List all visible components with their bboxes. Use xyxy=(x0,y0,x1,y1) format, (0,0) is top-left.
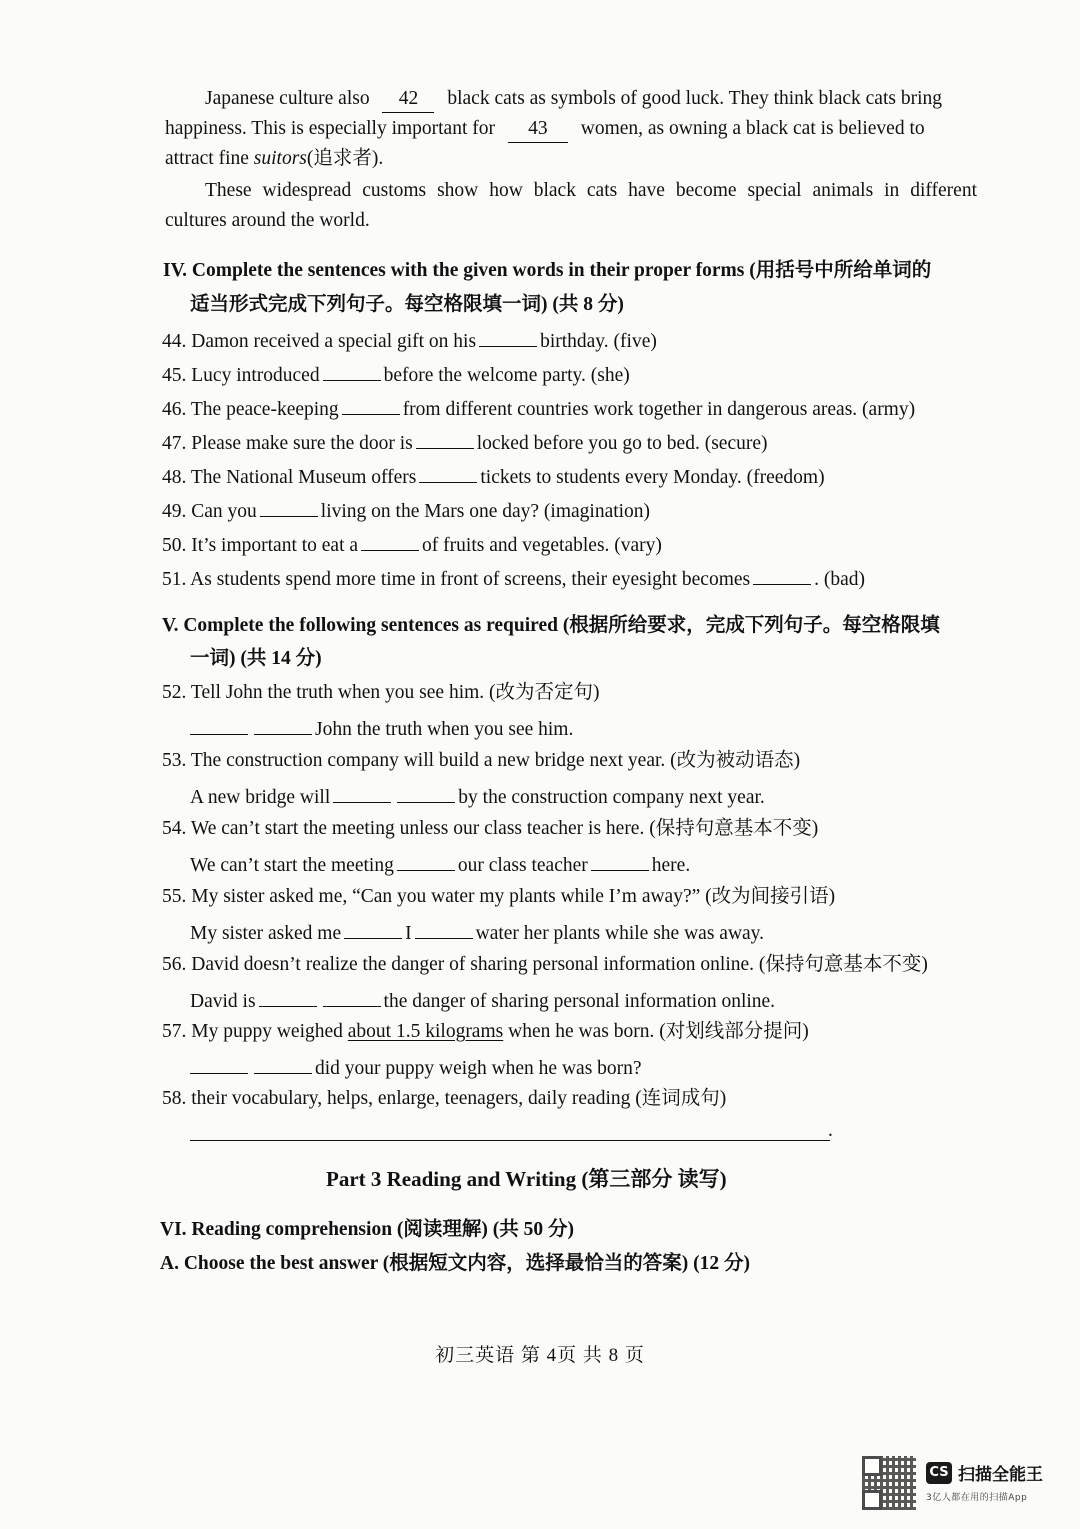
section-5-heading-cont: 一词) (共 14 分) xyxy=(190,648,322,669)
answer-blank[interactable] xyxy=(254,1053,312,1074)
answer-blank[interactable] xyxy=(397,850,455,871)
answer-text: David is xyxy=(190,991,256,1012)
answer-blank[interactable] xyxy=(259,986,317,1007)
question-44 xyxy=(162,326,657,355)
question-text: 46. The peace-keeping xyxy=(162,399,339,420)
answer-blank[interactable] xyxy=(419,462,477,483)
question-text: 57. My puppy weighed xyxy=(162,1021,343,1042)
passage-line-4 xyxy=(205,178,977,204)
answer-line-period: . xyxy=(828,1120,833,1141)
passage-text: black cats as symbols of good luck. They think black cats bring xyxy=(447,88,942,109)
question-text: . (bad) xyxy=(814,569,866,590)
section-4-heading: IV. Complete the sentences with the given words in their proper forms (用括号中所给单词的 xyxy=(163,260,932,281)
question-54-answer xyxy=(190,850,690,879)
answer-text: A new bridge will xyxy=(190,787,331,808)
answer-text: here. xyxy=(651,855,691,876)
scanner-app-badge xyxy=(862,1456,1062,1510)
answer-text: I xyxy=(405,923,412,944)
blank-42[interactable]: 42 xyxy=(382,86,434,113)
question-text: 49. Can you xyxy=(162,501,257,522)
answer-text: My sister asked me xyxy=(190,923,342,944)
question-text: living on the Mars one day? (imagination) xyxy=(320,501,651,522)
question-text: birthday. (five) xyxy=(540,331,657,352)
answer-blank[interactable] xyxy=(260,496,318,517)
question-text: 44. Damon received a special gift on his xyxy=(162,331,477,352)
answer-blank[interactable] xyxy=(415,918,473,939)
question-55: 55. My sister asked me, “Can you water my plants while I’m away?” (改为间接引语) xyxy=(162,886,836,907)
passage-text: (追求者). xyxy=(306,148,384,169)
passage-line-5 xyxy=(165,208,370,234)
answer-text: by the construction company next year. xyxy=(458,787,765,808)
answer-blank[interactable] xyxy=(397,782,455,803)
answer-blank[interactable] xyxy=(190,714,248,735)
question-50 xyxy=(162,530,662,559)
section-6a-heading: A. Choose the best answer (根据短文内容，选择最恰当的答案) (12 分) xyxy=(160,1253,751,1274)
question-55-answer xyxy=(190,918,764,947)
question-text: locked before you go to bed. (secure) xyxy=(476,433,768,454)
underlined-phrase: about 1.5 kilograms xyxy=(347,1021,504,1042)
question-53-answer xyxy=(190,782,765,811)
qr-code-icon xyxy=(862,1456,916,1510)
passage-italic-word: suitors xyxy=(253,148,307,169)
scanner-app-name: 扫描全能王 xyxy=(958,1465,1043,1485)
answer-blank[interactable] xyxy=(416,428,474,449)
passage-line-1 xyxy=(205,86,942,113)
question-text: when he was born. (对划线部分提问) xyxy=(508,1021,809,1042)
answer-blank[interactable] xyxy=(344,918,402,939)
question-56: 56. David doesn’t realize the danger of sharing personal information online. (保持句意基本不变) xyxy=(162,954,928,975)
answer-blank[interactable] xyxy=(254,714,312,735)
answer-text: did your puppy weigh when he was born? xyxy=(315,1058,642,1079)
question-53: 53. The construction company will build a new bridge next year. (改为被动语态) xyxy=(162,750,801,771)
answer-text: our class teacher xyxy=(457,855,588,876)
section-4-heading-cont: 适当形式完成下列句子。每空格限填一词) (共 8 分) xyxy=(190,294,624,315)
section-5-heading: V. Complete the following sentences as required (根据所给要求，完成下列句子。每空格限填 xyxy=(162,615,940,636)
passage-line-2 xyxy=(165,116,925,143)
question-52-answer xyxy=(190,714,573,743)
answer-blank[interactable] xyxy=(342,394,400,415)
passage-line-3 xyxy=(165,146,383,172)
answer-text: the danger of sharing personal information online. xyxy=(383,991,776,1012)
page-footer: 初三英语 第 4页 共 8 页 xyxy=(435,1345,645,1366)
question-57-answer xyxy=(190,1053,642,1082)
question-text: from different countries work together in dangerous areas. (army) xyxy=(402,399,916,420)
blank-43[interactable]: 43 xyxy=(508,116,568,143)
passage-text: These widespread customs show how black cats have become special animals in different xyxy=(205,180,977,201)
answer-blank[interactable] xyxy=(591,850,649,871)
question-49 xyxy=(162,496,650,525)
answer-line-58[interactable] xyxy=(190,1140,830,1141)
question-46 xyxy=(162,394,915,423)
question-text: of fruits and vegetables. (vary) xyxy=(422,535,662,556)
answer-blank[interactable] xyxy=(323,986,381,1007)
question-text: before the welcome party. (she) xyxy=(383,365,630,386)
answer-blank[interactable] xyxy=(333,782,391,803)
camscanner-logo-icon: CS xyxy=(926,1462,952,1484)
scanner-app-tagline: 3亿人都在用的扫描App xyxy=(926,1493,1028,1503)
answer-blank[interactable] xyxy=(190,1053,248,1074)
question-48 xyxy=(162,462,825,491)
question-58: 58. their vocabulary, helps, enlarge, teenagers, daily reading (连词成句) xyxy=(162,1088,727,1109)
question-text: tickets to students every Monday. (freedom) xyxy=(480,467,825,488)
answer-blank[interactable] xyxy=(323,360,381,381)
question-51 xyxy=(162,564,865,593)
answer-blank[interactable] xyxy=(361,530,419,551)
passage-text: happiness. This is especially important for xyxy=(165,118,495,139)
question-54: 54. We can’t start the meeting unless our class teacher is here. (保持句意基本不变) xyxy=(162,818,819,839)
answer-blank[interactable] xyxy=(753,564,811,585)
question-56-answer xyxy=(190,986,775,1015)
passage-text: attract fine xyxy=(165,148,249,169)
question-text: 51. As students spend more time in front of screens, their eyesight becomes xyxy=(162,569,751,590)
passage-text: women, as owning a black cat is believed to xyxy=(580,118,925,139)
section-6-heading: VI. Reading comprehension (阅读理解) (共 50 分) xyxy=(160,1219,575,1240)
question-text: 50. It’s important to eat a xyxy=(162,535,359,556)
answer-text: We can’t start the meeting xyxy=(190,855,394,876)
passage-text: Japanese culture also xyxy=(205,88,370,109)
answer-text: water her plants while she was away. xyxy=(475,923,765,944)
question-57 xyxy=(162,1019,809,1045)
part-3-title: Part 3 Reading and Writing (第三部分 读写) xyxy=(326,1167,727,1191)
question-45 xyxy=(162,360,630,389)
question-text: 48. The National Museum offers xyxy=(162,467,417,488)
question-text: 45. Lucy introduced xyxy=(162,365,320,386)
passage-text: cultures around the world. xyxy=(165,210,370,231)
answer-blank[interactable] xyxy=(479,326,537,347)
answer-text: John the truth when you see him. xyxy=(315,719,574,740)
question-text: 47. Please make sure the door is xyxy=(162,433,413,454)
question-47 xyxy=(162,428,768,457)
question-52: 52. Tell John the truth when you see him. (改为否定句) xyxy=(162,682,600,703)
